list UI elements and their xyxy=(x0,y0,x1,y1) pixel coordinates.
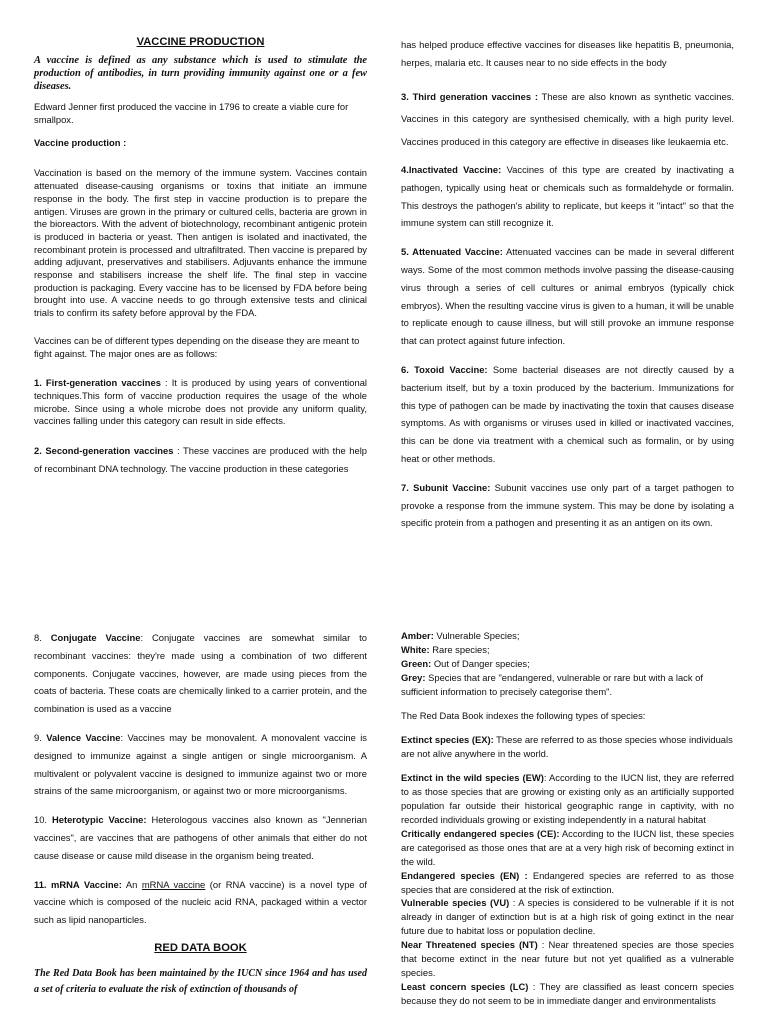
inactivated-vaccine-label: 4.Inactivated Vaccine: xyxy=(401,164,502,176)
toxoid-vaccine-label: 6. Toxoid Vaccine: xyxy=(401,364,488,376)
near-threatened-text: : Near threatened species are those species that become extinct in the near future but not yet qualified as a vulnerable species. xyxy=(401,939,734,978)
conjugate-vaccine-label: Conjugate Vaccine xyxy=(50,632,141,643)
valence-vaccine-paragraph xyxy=(34,729,367,800)
types-intro-paragraph: Vaccines can be of different types depending on the disease they are meant to fight against. The major ones are as follows: xyxy=(34,334,360,359)
least-concern-paragraph xyxy=(401,980,734,1008)
heterotypic-vaccine-label: Heterotypic Vaccine: xyxy=(51,814,147,826)
vulnerable-label: Vulnerable species (VU) xyxy=(401,897,510,909)
amber-line xyxy=(401,629,734,643)
second-generation-continued: has helped produce effective vaccines for diseases like hepatitis B, pneumonia, herpes, malaria etc. It causes near to no side effects in the body xyxy=(401,39,734,68)
heterotypic-vaccine-paragraph xyxy=(34,811,367,864)
page2-left-column xyxy=(34,629,367,998)
indexes-line: The Red Data Book indexes the following types of species: xyxy=(401,709,646,721)
valence-prefix: 9. xyxy=(34,731,47,743)
grey-line xyxy=(401,671,734,699)
near-threatened-paragraph xyxy=(401,938,734,980)
vulnerable-paragraph xyxy=(401,896,734,938)
extinct-wild-text: : According to the IUCN list, they are referred to as those species that are growing or existing only as an artificially supported population far outside their historical geographic range in captivity, with no recorded individuals growing or existing independently in a natural habitat xyxy=(401,772,734,825)
first-generation-text: : It is produced by using years of conventional techniques.This form of vaccine production requires the usage of the whole microbe. Since using a whole microbe does not provide any uniform quality, vaccines falling under this category can result in side effects. xyxy=(34,377,367,427)
toxoid-vaccine-paragraph xyxy=(401,361,734,468)
endangered-label: Endangered species (EN) : xyxy=(401,869,528,881)
production-heading: Vaccine production : xyxy=(34,137,127,149)
green-label: Green: xyxy=(401,657,432,669)
red-data-book-title: RED DATA BOOK xyxy=(154,941,247,954)
white-label: White: xyxy=(401,643,430,655)
first-generation-paragraph xyxy=(34,377,367,428)
heterotypic-prefix: 10. xyxy=(34,814,52,826)
inactivated-vaccine-text: Vaccines of this type are created by inactivating a pathogen, typically using heat or chemicals such as formaldehyde or formalin. This destroys the pathogen's ability to replicate, but keeps it "intact" so that the immune system can still recognize it. xyxy=(401,164,734,229)
grey-label: Grey: xyxy=(401,671,426,683)
first-generation-label: 1. First-generation vaccines xyxy=(34,377,161,389)
green-line xyxy=(401,657,734,671)
page1-left-column xyxy=(34,36,367,478)
vaccine-definition: A vaccine is defined as any substance which is used to stimulate the production of antibodies, in turn providing immunity against one or a few diseases. xyxy=(34,55,367,92)
green-text: Out of Danger species; xyxy=(431,657,530,669)
attenuated-vaccine-paragraph xyxy=(401,243,734,350)
extinct-wild-label: Extinct in the wild species (EW) xyxy=(401,772,544,784)
attenuated-vaccine-text: Attenuated vaccines can be made in several different ways. Some of the most common methods involve passing the disease-causing virus through a series of cell cultures or animal embryos (typically chick embryos). When the resulting vaccine virus is given to a human, it will be unable to replicate enough to cause illness, but will still provoke an immune response that can protect against future infection. xyxy=(401,246,734,347)
amber-text: Vulnerable Species; xyxy=(433,630,520,641)
jenner-paragraph: Edward Jenner first produced the vaccine in 1796 to create a viable cure for smallpox. xyxy=(34,101,349,125)
endangered-text: Endangered species are referred to as those species that are considered at the risk of extinction. xyxy=(401,869,735,895)
production-paragraph: Vaccination is based on the memory of the immune system. Vaccines contain attenuated disease-causing organisms or toxins that initiate an immune response in the body. The first step in vaccine production is to prepare the antigen. Viruses are grown in the primary or cultured cells, bacteria are grown in the bioreactors. With the advent of biotechnology, recombinant antigenic protein is produced in bacteria or yeast. Then antigen is isolated and inactivated, the recombinant protein is processed and ultrafiltrated. Then vaccine is prepared by adding adjuvant, preservatives and stabilisers. Adjuvants enhance the immune response and stabilisers increase the shelf life. The final step in vaccine production is packaging. Every vaccine has to be licensed by FDA before being brought into use. A vaccine needs to go through extensive tests and clinical trials to confirm its safety before approval by the FDA. xyxy=(34,167,367,319)
least-concern-text: : They are classified as least concern species because they do not seem to be in immediate danger and environmentalists xyxy=(401,980,734,1006)
valence-vaccine-label: Valence Vaccine xyxy=(46,731,121,743)
extinct-species-paragraph xyxy=(401,733,734,761)
amber-label: Amber: xyxy=(401,630,434,641)
attenuated-vaccine-label: 5. Attenuated Vaccine: xyxy=(401,246,503,258)
page2-right-column xyxy=(401,629,734,1008)
valence-vaccine-text: : Vaccines may be monovalent. A monovalent vaccine is designed to immunize against a single antigen or single microorganism. A multivalent or polyvalent vaccine is designed to immunize against two or more strains of the same microorganism, or against two or more microorganisms. xyxy=(34,731,367,797)
second-generation-label: 2. Second-generation vaccines xyxy=(34,445,174,457)
conjugate-vaccine-text: : Conjugate vaccines are somewhat similar to recombinant vaccines: they're made using a combination of two different components. Conjugate vaccines, however, are made using pieces from the coats of bacteria. These coats are chemically linked to a carrier protein, and the combination is used as a vaccine xyxy=(34,632,367,715)
heterotypic-vaccine-text: Heterologous vaccines also known as "Jennerian vaccines", are vaccines that are pathogens of other animals that either do not cause disease or cause mild disease in the organism being treated. xyxy=(34,814,367,861)
second-generation-paragraph xyxy=(34,442,367,478)
red-data-book-intro: The Red Data Book has been maintained by the IUCN since 1964 and has used a set of criteria to evaluate the risk of extinction of thousands of xyxy=(34,967,367,995)
mrna-vaccine-link[interactable]: mRNA vaccine xyxy=(141,878,206,890)
mrna-vaccine-label: 11. mRNA Vaccine: xyxy=(34,878,122,890)
grey-text: Species that are "endangered, vulnerable or rare but with a lack of sufficient information to precisely categorise them". xyxy=(401,671,703,697)
inactivated-vaccine-paragraph xyxy=(401,161,734,232)
white-text: Rare species; xyxy=(429,643,490,655)
subunit-vaccine-label: 7. Subunit Vaccine: xyxy=(401,481,491,493)
mrna-pre-text: An xyxy=(121,878,142,890)
white-line xyxy=(401,643,734,657)
mrna-vaccine-paragraph xyxy=(34,876,367,929)
vulnerable-text: : A species is considered to be vulnerable if it is not already in danger of extinction but is at a high risk of going extinct in the near future due to habitat loss or population decline. xyxy=(401,897,734,937)
third-generation-text: These are also known as synthetic vaccines. Vaccines in this category are synthesised chemically, with a high purity level. Vaccines produced in this category are effective in diseases like leukaemia etc. xyxy=(401,90,734,147)
third-generation-paragraph xyxy=(401,86,734,154)
mrna-vaccine-text: (or RNA vaccine) is a novel type of vaccine which is composed of the nucleic acid RNA, packaged within a vector such as lipid nanoparticles. xyxy=(34,878,367,926)
second-generation-text: : These vaccines are produced with the help of recombinant DNA technology. The vaccine production in these categories xyxy=(34,445,367,474)
extinct-species-label: Extinct species (EX): xyxy=(401,734,494,746)
conjugate-prefix: 8. xyxy=(34,632,51,643)
extinct-wild-paragraph xyxy=(401,771,734,827)
subunit-vaccine-paragraph xyxy=(401,479,734,532)
critically-endangered-label: Critically endangered species (CE): xyxy=(401,827,560,839)
third-generation-label: 3. Third generation vaccines : xyxy=(401,90,538,102)
least-concern-label: Least concern species (LC) xyxy=(401,980,529,992)
subunit-vaccine-text: Subunit vaccines use only part of a target pathogen to provoke a response from the immune system. This may be done by isolating a specific protein from a pathogen and presenting it as an antigen on its own. xyxy=(401,481,734,529)
near-threatened-label: Near Threatened species (NT) xyxy=(401,939,538,951)
vaccine-production-title: VACCINE PRODUCTION xyxy=(136,36,265,48)
toxoid-vaccine-text: Some bacterial diseases are not directly caused by a bacterium itself, but by a toxin produced by the bacterium. Immunizations for this type of pathogen can be made by inactivating the toxin that causes disease symptoms. As with organisms or viruses used in killed or inactivated vaccines, this can be done via treatment with a chemical such as formalin, or by using heat or other methods. xyxy=(401,364,734,465)
page1-right-column xyxy=(401,36,734,532)
extinct-species-text: These are referred to as those species whose individuals are not alive anywhere in the world. xyxy=(401,734,733,760)
endangered-paragraph xyxy=(401,869,734,897)
conjugate-vaccine-paragraph xyxy=(34,629,367,718)
critically-endangered-text: According to the IUCN list, these species are categorised as those ones that are at a very high risk of becoming extinct in the wild. xyxy=(401,827,734,867)
critically-endangered-paragraph xyxy=(401,827,734,869)
